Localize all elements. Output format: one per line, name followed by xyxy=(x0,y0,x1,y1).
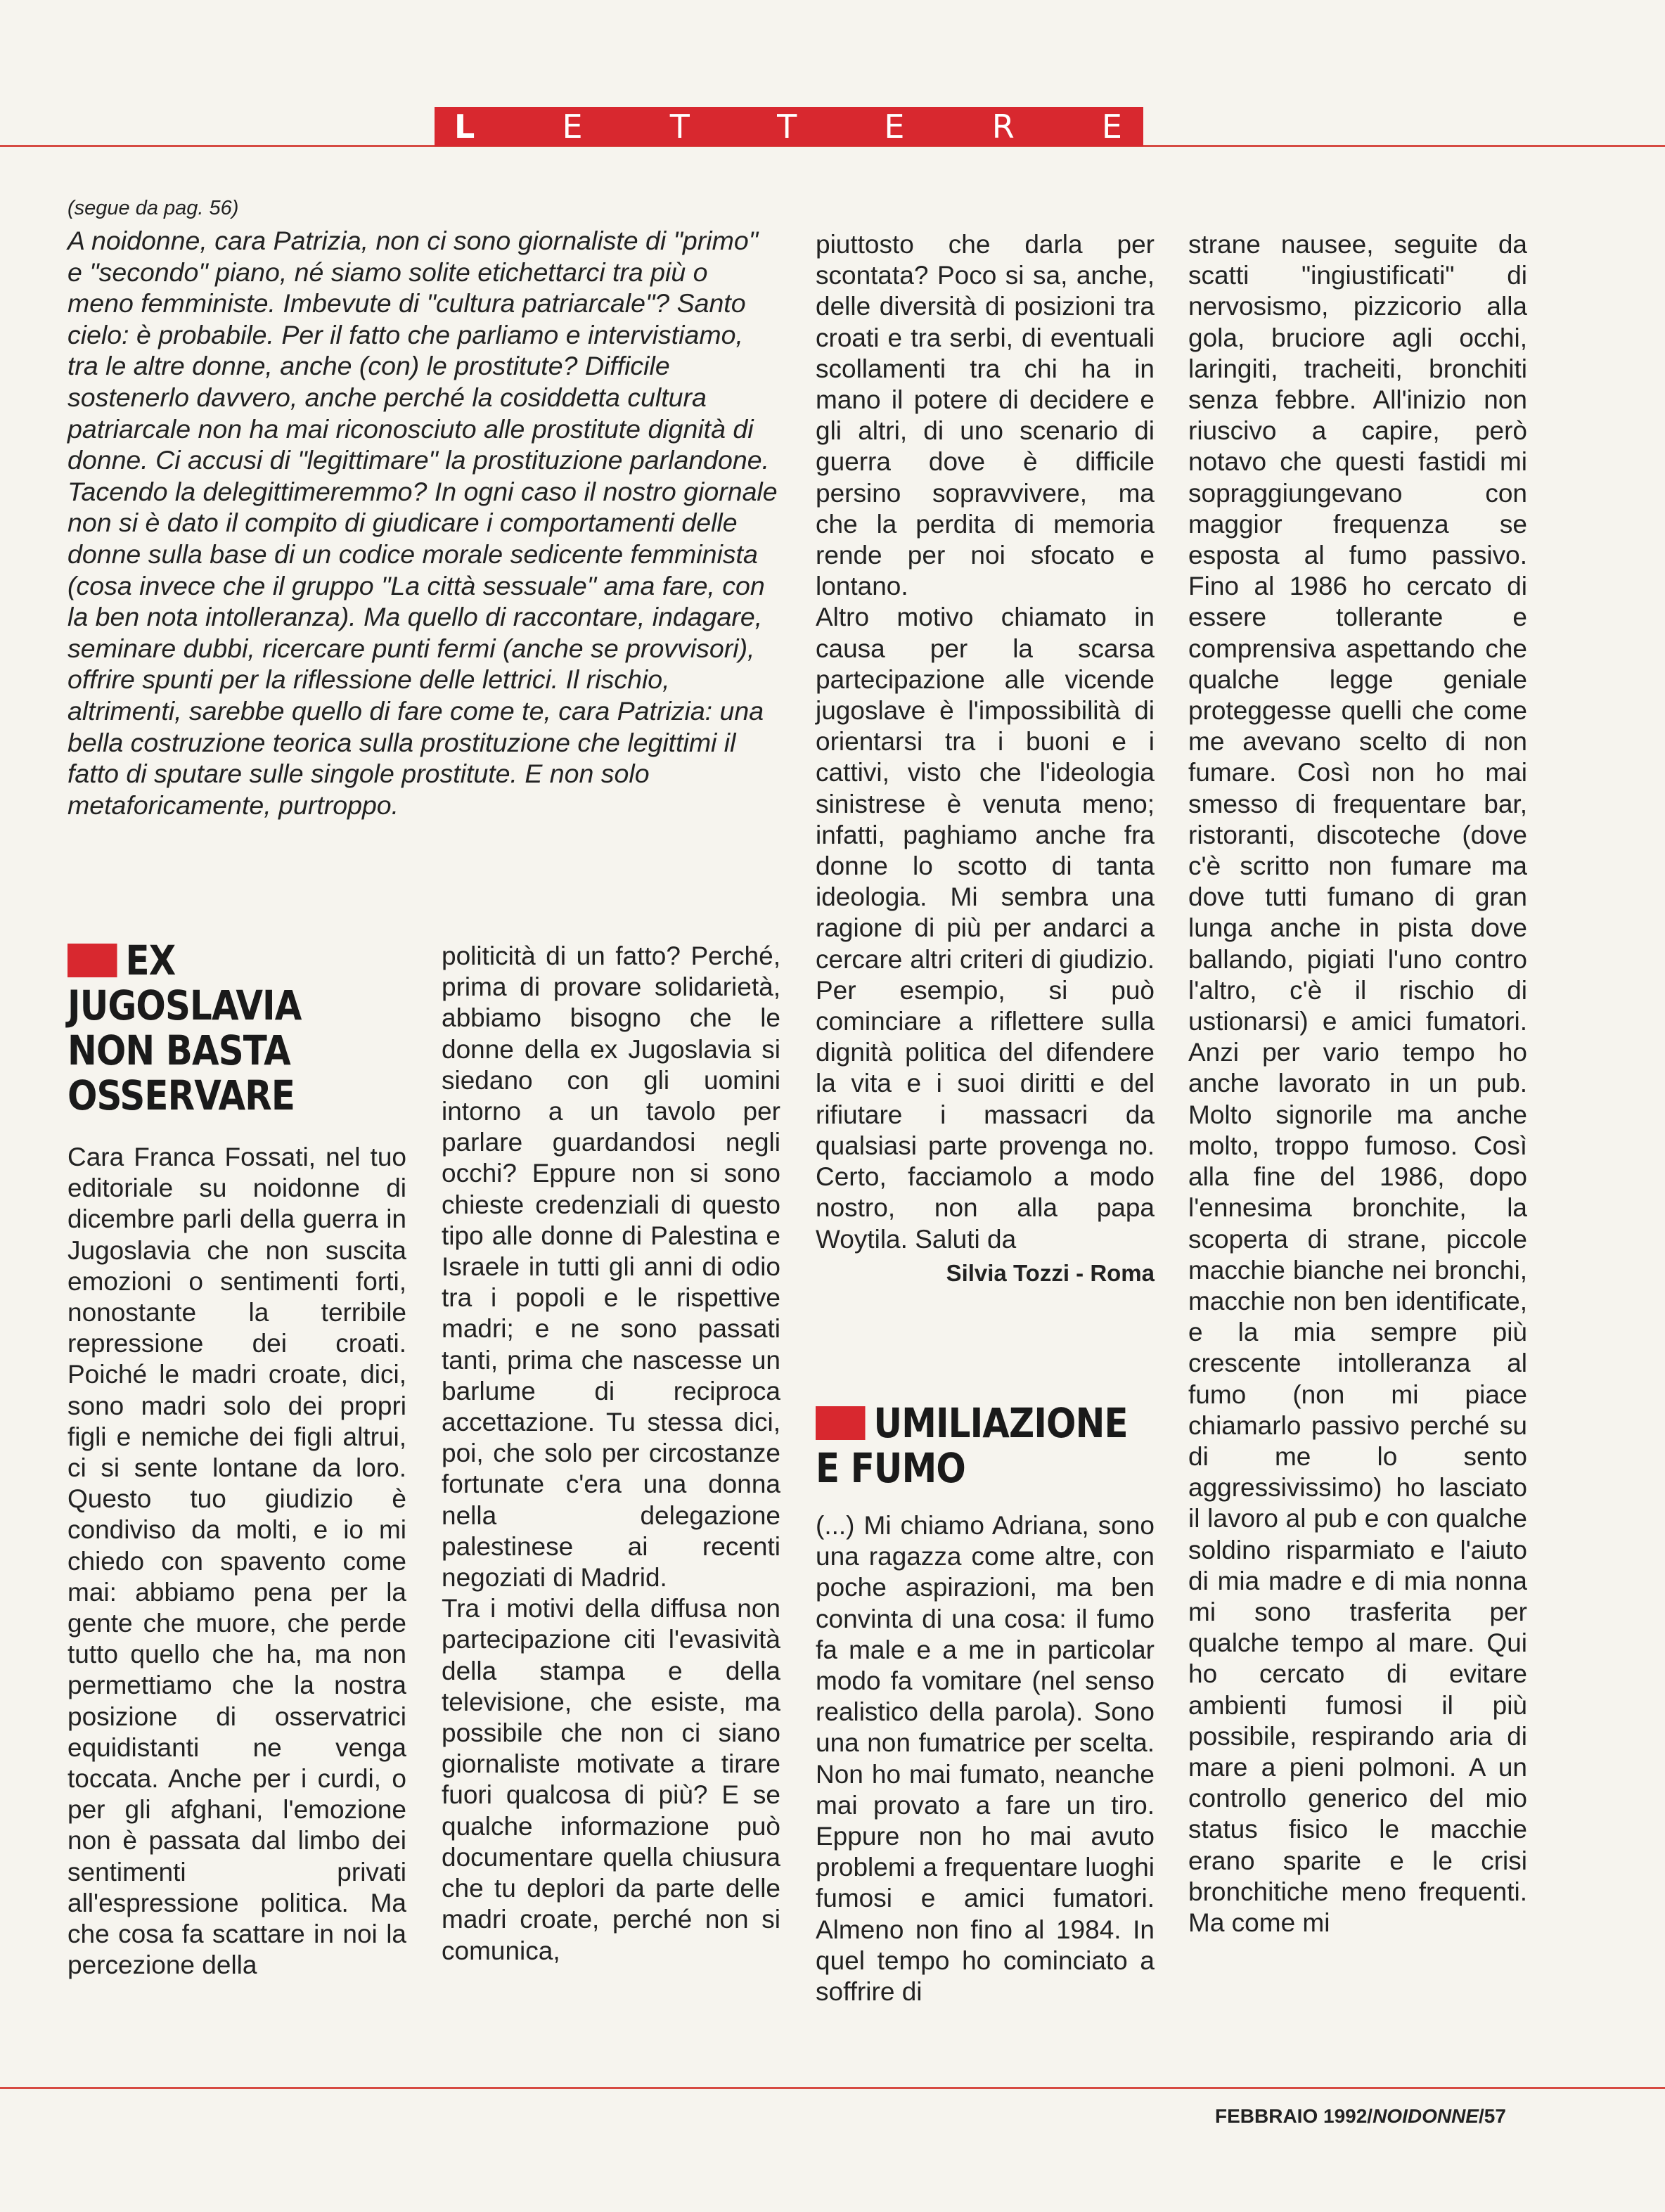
banner-letter: E xyxy=(562,108,584,146)
continued-note: (segue da pag. 56) xyxy=(68,197,239,219)
letter1-column3 xyxy=(816,229,1155,1289)
letter1-body: Cara Franca Fossati, nel tuo editoriale su noidonne di dicembre parli della guerra in Jugoslavia che non suscita emozioni o sentimenti forti, nonostante la terribile repressione dei croati. Poiché le madri croate, dici, sono madri solo dei propri figli e nemiche dei figli altrui, ci si sente lontane da loro. Questo tuo giudizio è condiviso da molti, e io mi chiedo con spavento come mai: abbiamo pena per la gente che muore, che perde tutto quello che ha, ma non permettiamo che la nostra posizione di osservatrici equidistanti ne venga toccata. Anche per i curdi, o per gli afghani, l'emozione non è passata dal limbo dei sentimenti privati all'espressione politica. Ma che cosa fa scattare in noi la percezione della xyxy=(68,1143,406,1980)
banner-letter: E xyxy=(884,108,906,146)
headline-marker xyxy=(816,1406,866,1440)
letter2-body: (...) Mi chiamo Adriana, sono una ragazza come altre, con poche aspirazioni, ma ben convinta di una cosa: il fumo fa male e a me in particolar modo fa vomitare (nel senso realistico della parola). Sono una non fumatrice per scelta. Non ho mai fumato, neanche mai provato a fare un tiro. Eppure non ho mai avuto problemi a frequentare luoghi fumosi e amici fumatori. Almeno non fino al 1984. In quel tempo ho cominciato a soffrire di xyxy=(816,1511,1155,2007)
editor-reply-text: A noidonne, cara Patrizia, non ci sono giornaliste di "primo" e "secondo" piano, né siamo solite etichettarci tra più o meno femministe. Imbevute di "cultura patriarcale"? Santo cielo: è probabile. Per il fatto che parliamo e intervistiamo, tra le altre donne, anche (con) le prostitute? Difficile sostenerlo davvero, anche perché la cosiddetta cultura patriarcale non ha mai riconosciuto alle prostitute dignità di donne. Ci accusi di "legittimare" la prostituzione parlandone. Tacendo la delegittimeremmo? In ogni caso il nostro giornale non si è dato il compito di giudicare i comportamenti delle donne sulla base di un codice morale sedicente femminista (cosa invece che il gruppo "La città sessuale" ama fare, con la ben nota intolleranza). Ma quello di raccontare, indagare, seminare dubbi, ricercare punti fermi (anche se provvisori), offrire spunti per la riflessione delle lettrici. Il rischio, altrimenti, sarebbe quello di fare come te, cara Patrizia: una bella costruzione teorica sulla prostituzione che legittimi il fatto di sputare sulle singole prostitute. E non solo metaforicamente, purtroppo. xyxy=(68,226,778,820)
banner-letter: E xyxy=(1101,108,1124,146)
banner-letter: L xyxy=(454,108,477,146)
page-number: /57 xyxy=(1478,2105,1506,2127)
editor-reply xyxy=(68,195,778,821)
banner-letter: T xyxy=(777,108,799,146)
banner-letter: R xyxy=(991,108,1016,146)
page-footer xyxy=(1215,2105,1506,2128)
letter2-body: strane nausee, seguite da scatti "ingiustificati" di nervosismo, pizzicorio alla gola, bruciore agli occhi, laringiti, tracheiti, bronchiti senza febbre. All'inizio non riuscivo a capire, però notavo che questi fastidi mi sopraggiungevano con maggior frequenza se esposta al fumo passivo. Fino al 1986 ho cercato di essere tollerante e comprensiva aspettando che qualche legge geniale proteggesse quelli che come me avevano scelto di non fumare. Così non ho mai smesso di frequentare bar, ristoranti, discoteche (dove c'è scritto non fumare ma dove tutti fumano di gran lunga anche in pista dove ballando, pigiati l'uno contro l'altro, c'è il rischio di ustionarsi) e amici fumatori. Anzi per vario tempo ho anche lavorato in un pub. Molto signorile ma anche molto, troppo fumoso. Così alla fine del 1986, dopo l'ennesima bronchite, la scoperta di strane, piccole macchie bianche nei bronchi, macchie non ben identificate, e la mia sempre più crescente intolleranza al fumo (non mi piace chiamarlo passivo perché su di me lo sento aggressivissimo) ho lasciato il lavoro al pub e con qualche soldino risparmiato e l'aiuto di mia madre e di mia nonna mi sono trasferita per qualche tempo al mare. Qui ho cercato di evitare ambienti fumosi il più possibile, respirando aria di mare a pieni polmoni. A un controllo generico del mio status fisico le macchie erano sparite e le crisi bronchitiche meno frequenti. Ma come mi xyxy=(1188,230,1527,1937)
letter1-body: politicità di un fatto? Perché, prima di provare solidarietà, abbiamo bisogno che le donne della ex Jugoslavia si siedano con gli uomini intorno a un tavolo per parlare guardandosi negli occhi? Eppure non si sono chieste credenziali di questo tipo alle donne di Palestina e Israele in tutti gli anni di odio tra i popoli e le rispettive madri; e ne sono passati tanti, prima che nascesse un barlume di reciproca accettazione. Tu stessa dici, poi, che solo per circostanze fortunate c'era una donna nella delegazione palestinese ai recenti negoziati di Madrid. xyxy=(442,941,780,1593)
letter1-headline: EX JUGOSLAVIA NON BASTA OSSERVARE xyxy=(68,937,302,1119)
issue-date: FEBBRAIO 1992/ xyxy=(1215,2105,1373,2127)
letter1-body: piuttosto che darla per scontata? Poco si sa, anche, delle diversità di posizioni tra croati e tra serbi, di eventuali scollamenti tra chi ha in mano il potere di decidere e gli altri, di uno scenario di guerra dove è difficile persino sopravvivere, ma che la perdita di memoria rende per noi sfocato e lontano. xyxy=(816,230,1155,601)
letter1-body: Altro motivo chiamato in causa per la scarsa partecipazione alle vicende jugoslave è l'impossibilità di orientarsi tra i buoni e i cattivi, visto che l'ideologia sinistrese è venuta meno; infatti, paghiamo anche fra donne lo scotto di tanta ideologia. Mi sembra una ragione di più per andarci a cercare altri criteri di giudizio. Per esempio, si può cominciare a riflettere sulla dignità politica del difendere la vita e i suoi diritti e del rifiutare i massacri da qualsiasi parte provenga no. Certo, facciamolo a modo nostro, non alla papa Woytila. Saluti da xyxy=(816,603,1155,1254)
letter1-column1 xyxy=(68,938,406,1981)
letter1-signature: Silvia Tozzi - Roma xyxy=(946,1259,1155,1286)
magazine-name: NOIDONNE xyxy=(1372,2105,1479,2127)
footer-rule xyxy=(0,2087,1665,2089)
section-banner xyxy=(435,107,1143,146)
letter2-column4 xyxy=(1188,229,1527,1938)
banner-letter: T xyxy=(669,108,691,146)
headline-marker xyxy=(68,944,117,977)
letter2-headline: UMILIAZIONE E FUMO xyxy=(816,1399,1128,1492)
letter1-column2 xyxy=(442,941,780,1967)
letter2-start xyxy=(816,1401,1155,2007)
letter1-body: Tra i motivi della diffusa non partecipazione citi l'evasività della stampa e della televisione, che esiste, ma possibile che non ci siano giornaliste motivate a tirare fuori qualcosa di più? E se qualche informazione può documentare quella chiusura che tu deplori da parte delle madri croate, perché non si comunica, xyxy=(442,1594,780,1965)
